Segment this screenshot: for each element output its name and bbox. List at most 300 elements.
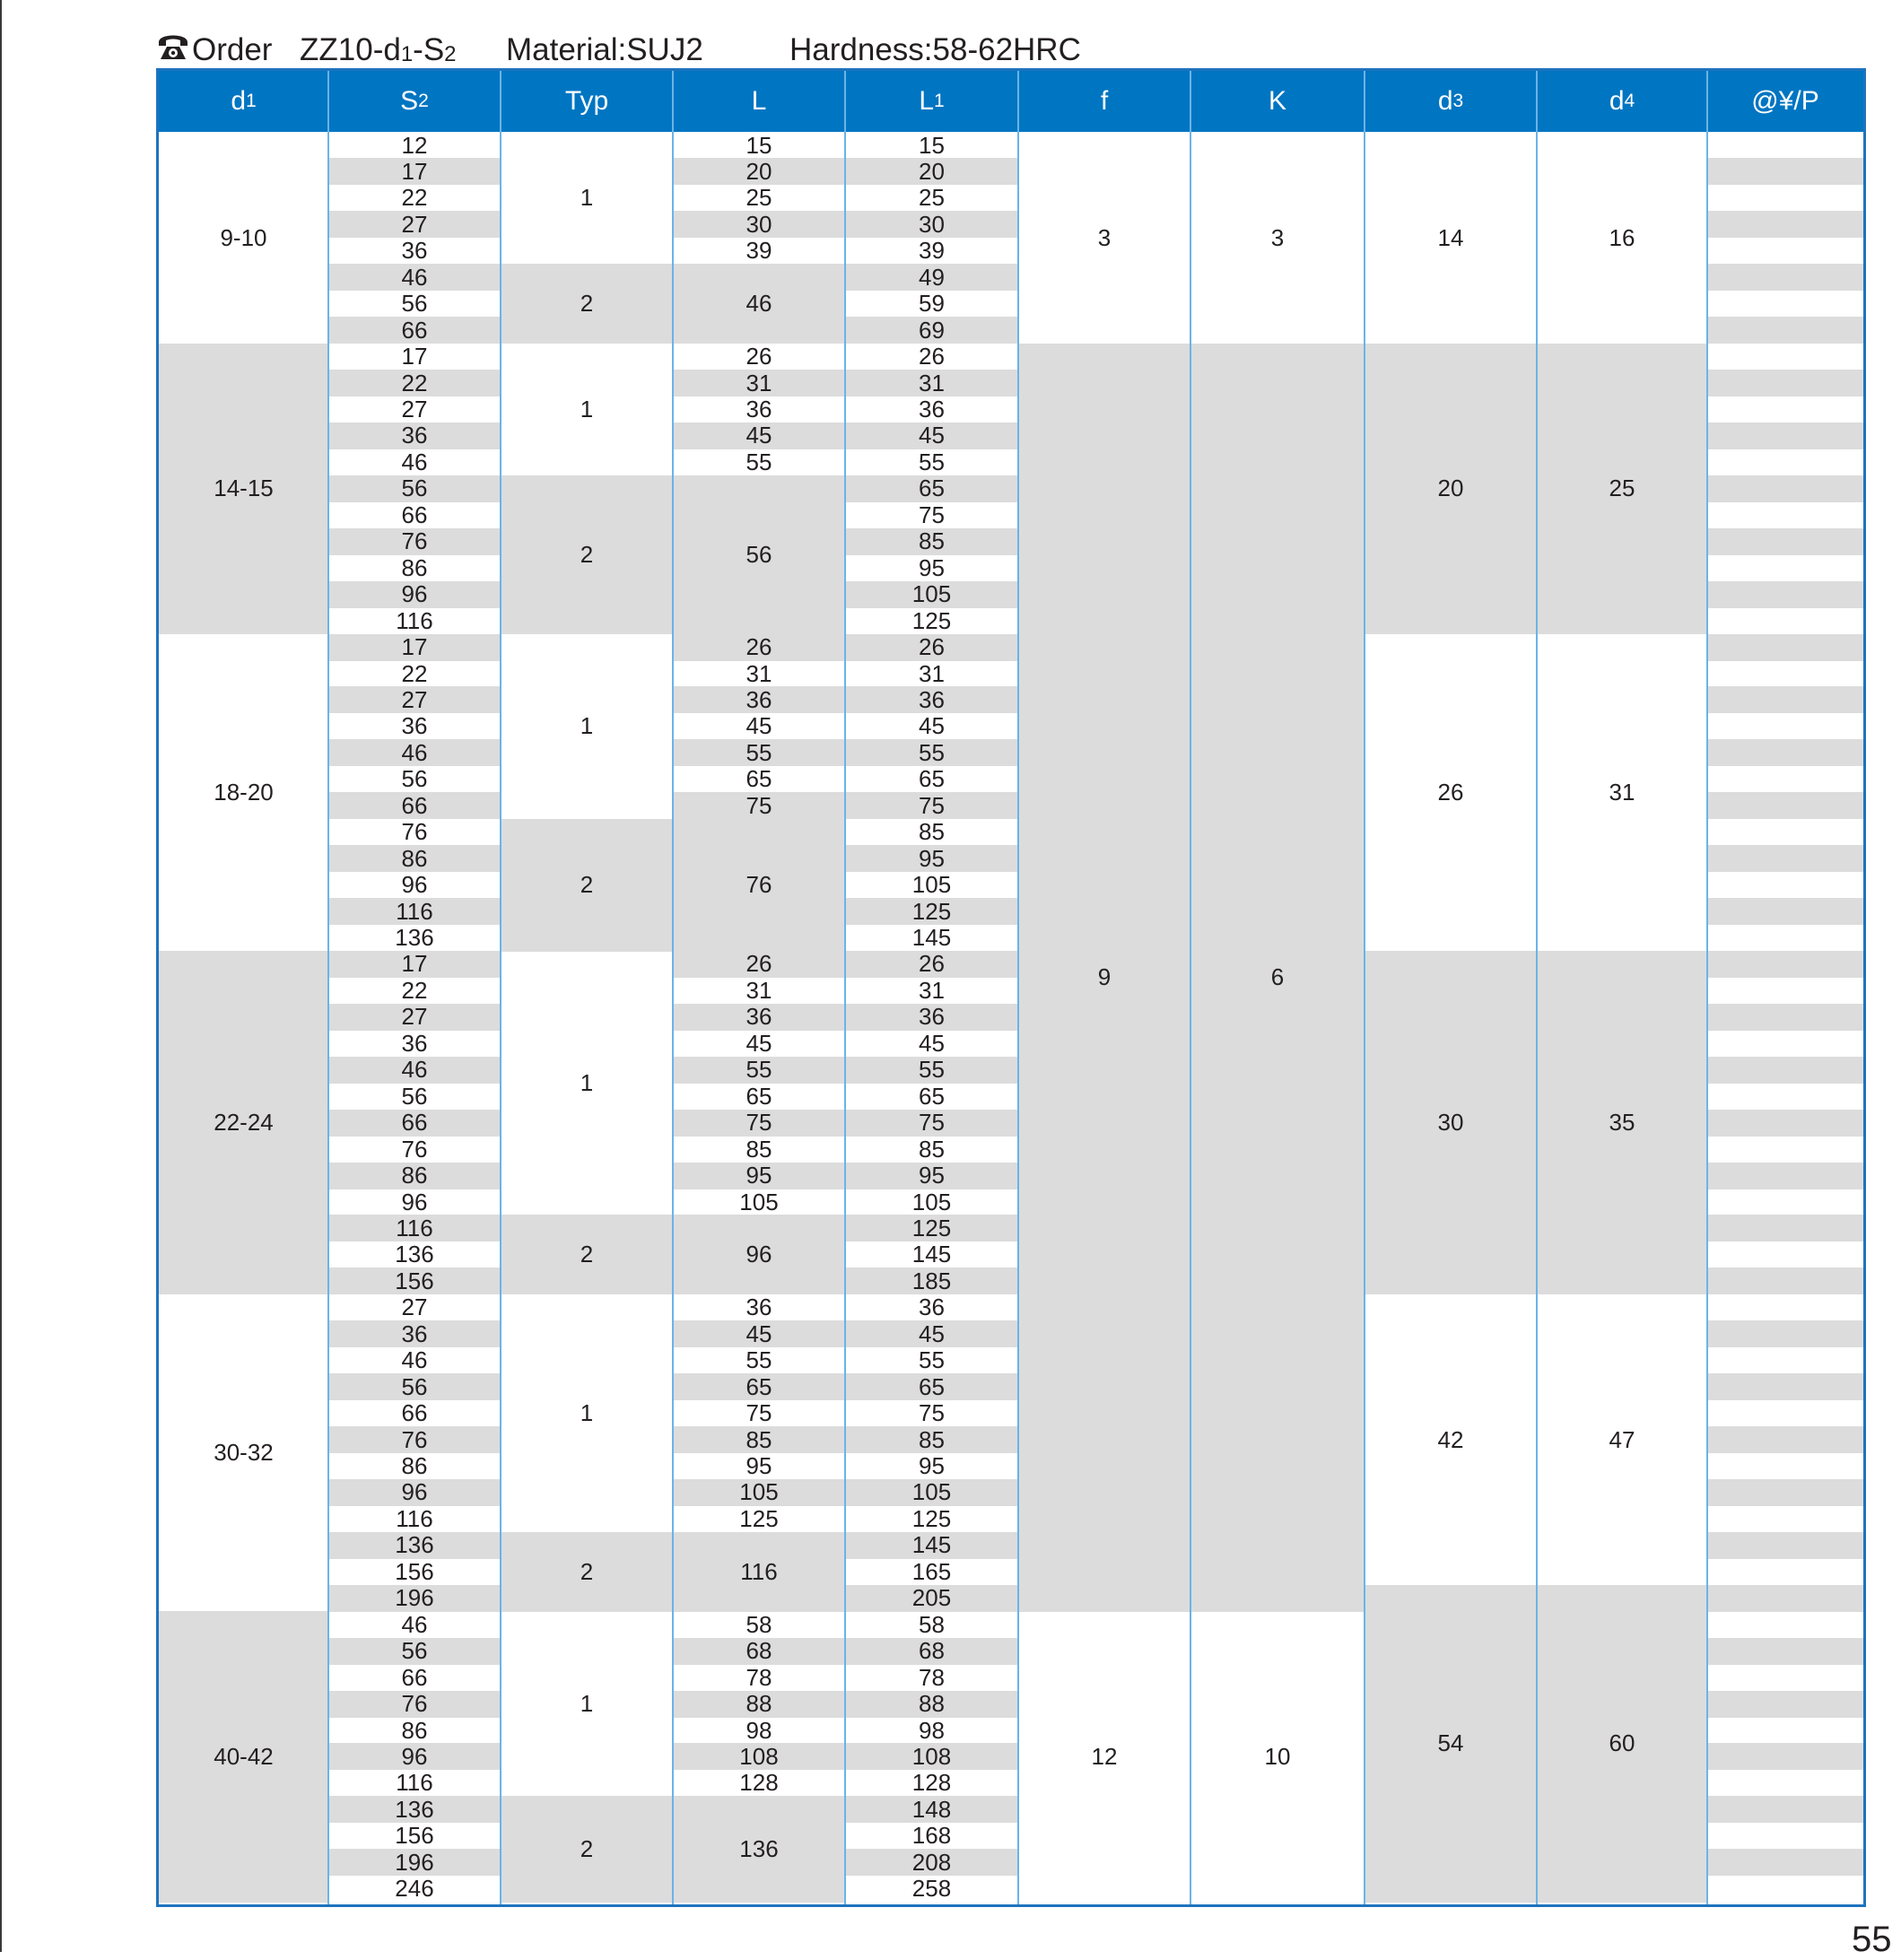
typ-cell: 1 (580, 184, 594, 212)
d4-cell: 47 (1609, 1425, 1635, 1453)
l-cell: 36 (746, 396, 772, 423)
l1-cell: 65 (919, 1082, 945, 1110)
s2-cell: 27 (401, 1294, 428, 1321)
l1-cell: 75 (845, 1110, 1018, 1137)
price-cell (1707, 1532, 1863, 1559)
l1-cell: 45 (845, 1320, 1018, 1347)
price-cell (1707, 1611, 1863, 1638)
f-cell: 12 (1091, 1742, 1118, 1770)
l-cell: 105 (673, 1479, 845, 1506)
price-cell (1707, 238, 1863, 265)
l-cell: 26 (673, 634, 845, 661)
price-cell (1707, 792, 1863, 819)
l-cell: 46 (673, 264, 845, 344)
s2-cell: 56 (401, 290, 428, 318)
price-cell (1707, 1426, 1863, 1453)
price-cell (1707, 607, 1863, 634)
l1-cell: 108 (845, 1743, 1018, 1770)
l1-cell: 85 (919, 818, 945, 846)
price-cell (1707, 1558, 1863, 1585)
s2-cell: 56 (401, 1082, 428, 1110)
s2-cell: 116 (328, 898, 501, 925)
typ-cell: 2 (501, 1215, 673, 1294)
l1-cell: 55 (919, 1346, 945, 1374)
l1-cell: 125 (911, 606, 952, 634)
price-cell (1707, 185, 1863, 212)
s2-cell: 27 (328, 211, 501, 238)
s2-cell: 36 (328, 422, 501, 449)
l1-cell: 205 (845, 1585, 1018, 1612)
price-cell (1707, 1189, 1863, 1215)
price-cell (1707, 158, 1863, 185)
l1-cell: 68 (845, 1638, 1018, 1665)
l-cell: 36 (746, 1294, 772, 1321)
l1-cell: 105 (845, 581, 1018, 608)
s2-cell: 36 (401, 237, 428, 265)
l1-cell: 36 (919, 396, 945, 423)
l1-cell: 36 (845, 686, 1018, 713)
s2-cell: 36 (401, 1029, 428, 1057)
price-cell (1707, 766, 1863, 793)
l1-cell: 125 (911, 1504, 952, 1532)
specification-table (156, 68, 1866, 1907)
price-cell (1707, 475, 1863, 502)
price-cell (1707, 396, 1863, 423)
typ-cell: 1 (580, 712, 594, 740)
s2-cell: 46 (328, 1057, 501, 1084)
s2-cell: 136 (395, 924, 434, 952)
l-cell: 125 (739, 1504, 779, 1532)
l1-cell: 39 (919, 237, 945, 265)
price-cell (1707, 528, 1863, 555)
typ-cell: 1 (580, 1690, 594, 1718)
l-cell: 45 (746, 712, 772, 740)
l-cell: 88 (673, 1691, 845, 1718)
price-cell (1707, 1030, 1863, 1057)
d3-cell: 26 (1437, 779, 1464, 806)
price-cell (1707, 1241, 1863, 1268)
price-cell (1707, 449, 1863, 475)
s2-cell: 66 (401, 1399, 428, 1427)
s2-cell: 17 (328, 634, 501, 661)
l1-cell: 128 (911, 1769, 952, 1797)
l-cell: 31 (673, 370, 845, 396)
s2-cell: 56 (328, 1373, 501, 1400)
hardness-spec: Hardness:58-62HRC (789, 32, 1081, 67)
s2-cell: 156 (395, 1822, 434, 1850)
l1-cell: 65 (845, 1373, 1018, 1400)
s2-cell: 12 (401, 131, 428, 159)
price-cell (1707, 344, 1863, 370)
s2-cell: 46 (401, 1346, 428, 1374)
l1-cell: 45 (919, 712, 945, 740)
l-cell: 26 (746, 343, 772, 370)
l1-cell: 26 (845, 634, 1018, 661)
l1-cell: 145 (911, 1241, 952, 1268)
s2-cell: 46 (328, 264, 501, 291)
l-cell: 85 (673, 1426, 845, 1453)
l-cell: 65 (746, 1082, 772, 1110)
price-cell (1707, 1083, 1863, 1110)
l-cell: 65 (673, 1373, 845, 1400)
header-price: @¥/P (1707, 71, 1863, 132)
column-divider (844, 71, 846, 1907)
s2-cell: 27 (401, 396, 428, 423)
s2-cell: 96 (401, 871, 428, 899)
l1-cell: 75 (919, 501, 945, 528)
f-cell: 3 (1097, 223, 1112, 251)
price-cell (1707, 872, 1863, 899)
l1-cell: 98 (919, 1716, 945, 1744)
price-cell (1707, 1505, 1863, 1532)
l-cell: 26 (673, 951, 845, 978)
s2-cell: 86 (401, 553, 428, 581)
d4-cell: 31 (1609, 779, 1635, 806)
s2-cell: 196 (328, 1849, 501, 1876)
l-cell: 36 (673, 686, 845, 713)
price-cell (1707, 132, 1863, 159)
d4-cell: 60 (1537, 1585, 1707, 1903)
s2-cell: 66 (401, 1663, 428, 1691)
l-cell: 68 (673, 1638, 845, 1665)
l1-cell: 95 (919, 1452, 945, 1480)
header-d4: d 4 (1537, 71, 1707, 132)
l1-cell: 45 (919, 1029, 945, 1057)
price-cell (1707, 845, 1863, 872)
l-cell: 58 (746, 1610, 772, 1638)
column-divider (1190, 71, 1191, 1907)
price-cell (1707, 1743, 1863, 1770)
price-cell (1707, 1004, 1863, 1031)
l1-cell: 125 (845, 1215, 1018, 1241)
s2-cell: 96 (401, 1188, 428, 1215)
s2-cell: 22 (401, 976, 428, 1004)
s2-cell: 76 (328, 528, 501, 555)
price-cell (1707, 1717, 1863, 1744)
price-cell (1707, 1215, 1863, 1241)
price-cell (1707, 951, 1863, 978)
l1-cell: 65 (845, 475, 1018, 502)
l-cell: 96 (673, 1215, 845, 1294)
price-cell (1707, 1585, 1863, 1612)
l1-cell: 168 (911, 1822, 952, 1850)
s2-cell: 56 (328, 1638, 501, 1665)
order-label: Order (192, 32, 273, 67)
s2-cell: 56 (328, 475, 501, 502)
page-number: 55 (1852, 1920, 1892, 1959)
s2-cell: 96 (328, 581, 501, 608)
l1-cell: 31 (845, 370, 1018, 396)
l-cell: 20 (673, 158, 845, 185)
l1-cell: 25 (919, 184, 945, 212)
price-cell (1707, 211, 1863, 238)
l-cell: 95 (673, 1163, 845, 1189)
price-cell (1707, 1267, 1863, 1294)
s2-cell: 76 (328, 1426, 501, 1453)
l1-cell: 55 (845, 1057, 1018, 1084)
l1-cell: 145 (845, 1532, 1018, 1559)
price-cell (1707, 1691, 1863, 1718)
s2-cell: 66 (401, 501, 428, 528)
s2-cell: 156 (328, 1267, 501, 1294)
price-cell (1707, 1294, 1863, 1321)
l-cell: 55 (673, 1057, 845, 1084)
s2-cell: 56 (401, 765, 428, 793)
header-s2: S 2 (328, 71, 501, 132)
price-cell (1707, 1136, 1863, 1163)
l1-cell: 36 (919, 1294, 945, 1321)
l-cell: 55 (673, 739, 845, 766)
l-cell: 55 (746, 448, 772, 475)
typ-cell: 1 (580, 1068, 594, 1096)
l-cell: 45 (673, 422, 845, 449)
l-cell: 128 (739, 1769, 779, 1797)
header-k: K (1190, 71, 1365, 132)
l1-cell: 26 (919, 343, 945, 370)
l1-cell: 125 (845, 898, 1018, 925)
s2-cell: 17 (328, 951, 501, 978)
header-typ: Typ (501, 71, 673, 132)
typ-cell: 2 (501, 264, 673, 344)
l-cell: 76 (673, 819, 845, 952)
d1-cell: 30-32 (214, 1439, 274, 1467)
s2-cell: 22 (401, 659, 428, 687)
l-cell: 75 (673, 1110, 845, 1137)
s2-cell: 246 (395, 1875, 434, 1903)
d1-cell: 9-10 (220, 223, 267, 251)
l-cell: 30 (673, 211, 845, 238)
typ-cell: 2 (501, 1796, 673, 1902)
l1-cell: 49 (845, 264, 1018, 291)
l-cell: 105 (739, 1188, 779, 1215)
l1-cell: 31 (919, 659, 945, 687)
l-cell: 45 (746, 1029, 772, 1057)
order-code: $ZZ10-d_1-S_2$ (300, 32, 457, 67)
price-cell (1707, 686, 1863, 713)
column-divider (672, 71, 674, 1907)
price-cell (1707, 1320, 1863, 1347)
d3-cell: 20 (1365, 344, 1537, 635)
s2-cell: 66 (328, 317, 501, 344)
left-page-rule (0, 0, 2, 1952)
column-divider (1364, 71, 1365, 1907)
l1-cell: 148 (845, 1796, 1018, 1823)
l1-cell: 185 (845, 1267, 1018, 1294)
l1-cell: 85 (919, 1135, 945, 1163)
s2-cell: 96 (328, 1479, 501, 1506)
price-cell (1707, 634, 1863, 661)
d4-cell: 25 (1537, 344, 1707, 635)
s2-cell: 27 (328, 1004, 501, 1031)
price-cell (1707, 1373, 1863, 1400)
s2-cell: 22 (401, 184, 428, 212)
s2-cell: 17 (401, 343, 428, 370)
l-cell: 108 (673, 1743, 845, 1770)
price-cell (1707, 660, 1863, 687)
s2-cell: 22 (328, 370, 501, 396)
s2-cell: 86 (328, 845, 501, 872)
price-cell (1707, 1347, 1863, 1374)
l1-cell: 69 (845, 317, 1018, 344)
l-cell: 45 (673, 1320, 845, 1347)
d3-cell: 14 (1437, 223, 1464, 251)
price-cell (1707, 291, 1863, 318)
l1-cell: 75 (919, 1399, 945, 1427)
l1-cell: 55 (919, 448, 945, 475)
typ-cell: 1 (580, 1399, 594, 1427)
l1-cell: 88 (845, 1691, 1018, 1718)
price-cell (1707, 713, 1863, 740)
d3-cell: 30 (1365, 951, 1537, 1294)
price-cell (1707, 925, 1863, 952)
f-cell: 9 (1018, 344, 1190, 1612)
typ-cell: 2 (501, 1532, 673, 1612)
phone-icon (156, 29, 190, 63)
l1-cell: 85 (845, 1426, 1018, 1453)
d4-cell: 35 (1537, 951, 1707, 1294)
s2-cell: 136 (328, 1796, 501, 1823)
l-cell: 31 (746, 976, 772, 1004)
s2-cell: 46 (401, 1610, 428, 1638)
price-cell (1707, 554, 1863, 581)
s2-cell: 36 (328, 1320, 501, 1347)
price-cell (1707, 264, 1863, 291)
header-l: L (673, 71, 845, 132)
l1-cell: 36 (845, 1004, 1018, 1031)
price-cell (1707, 819, 1863, 846)
l1-cell: 145 (911, 924, 952, 952)
l1-cell: 26 (845, 951, 1018, 978)
l1-cell: 85 (845, 528, 1018, 555)
column-divider (327, 71, 329, 1907)
s2-cell: 46 (401, 448, 428, 475)
d1-cell: 14-15 (159, 344, 328, 635)
l1-cell: 45 (845, 422, 1018, 449)
typ-cell: 1 (580, 396, 594, 423)
typ-cell: 2 (501, 819, 673, 952)
l-cell: 116 (673, 1532, 845, 1612)
k-cell: 3 (1270, 223, 1285, 251)
s2-cell: 116 (328, 1215, 501, 1241)
column-divider (1017, 71, 1019, 1907)
l1-cell: 65 (919, 765, 945, 793)
price-cell (1707, 898, 1863, 925)
column-divider (500, 71, 501, 1907)
column-divider (1536, 71, 1538, 1907)
header-l1: L 1 (845, 71, 1018, 132)
price-cell (1707, 422, 1863, 449)
price-cell (1707, 1664, 1863, 1691)
s2-cell: 66 (328, 1110, 501, 1137)
l1-cell: 20 (845, 158, 1018, 185)
l-cell: 25 (746, 184, 772, 212)
header-d3: d 3 (1365, 71, 1537, 132)
l-cell: 95 (746, 1452, 772, 1480)
l-cell: 98 (746, 1716, 772, 1744)
price-cell (1707, 1796, 1863, 1823)
price-cell (1707, 739, 1863, 766)
l1-cell: 78 (919, 1663, 945, 1691)
price-cell (1707, 317, 1863, 344)
price-cell (1707, 1453, 1863, 1480)
s2-cell: 136 (395, 1241, 434, 1268)
s2-cell: 36 (401, 712, 428, 740)
s2-cell: 27 (328, 686, 501, 713)
header-f: f (1018, 71, 1190, 132)
s2-cell: 116 (396, 1504, 433, 1532)
price-cell (1707, 1400, 1863, 1427)
l-cell: 36 (673, 1004, 845, 1031)
typ-cell: 2 (501, 475, 673, 634)
l-cell: 65 (746, 765, 772, 793)
l1-cell: 258 (911, 1875, 952, 1903)
l-cell: 136 (673, 1796, 845, 1902)
l1-cell: 95 (845, 1163, 1018, 1189)
price-cell (1707, 1876, 1863, 1903)
l-cell: 85 (746, 1135, 772, 1163)
l1-cell: 58 (919, 1610, 945, 1638)
l1-cell: 105 (845, 1479, 1018, 1506)
d3-cell: 54 (1365, 1585, 1537, 1903)
d1-cell: 22-24 (159, 951, 328, 1294)
l1-cell: 208 (845, 1849, 1018, 1876)
l-cell: 55 (746, 1346, 772, 1374)
s2-cell: 96 (328, 1743, 501, 1770)
column-divider (1706, 71, 1708, 1907)
d4-cell: 16 (1609, 223, 1635, 251)
l1-cell: 59 (919, 290, 945, 318)
s2-cell: 136 (328, 1532, 501, 1559)
s2-cell: 116 (396, 606, 433, 634)
price-cell (1707, 370, 1863, 396)
l-cell: 78 (746, 1663, 772, 1691)
l1-cell: 15 (919, 131, 945, 159)
l-cell: 15 (746, 131, 772, 159)
l-cell: 75 (746, 1399, 772, 1427)
l1-cell: 75 (845, 792, 1018, 819)
s2-cell: 86 (401, 1452, 428, 1480)
s2-cell: 76 (328, 1691, 501, 1718)
k-cell: 6 (1190, 344, 1365, 1612)
price-cell (1707, 1163, 1863, 1189)
price-cell (1707, 1823, 1863, 1850)
s2-cell: 66 (328, 792, 501, 819)
price-cell (1707, 1110, 1863, 1137)
l-cell: 31 (746, 659, 772, 687)
s2-cell: 156 (395, 1557, 434, 1585)
s2-cell: 116 (396, 1769, 433, 1797)
d1-cell: 18-20 (214, 779, 274, 806)
price-cell (1707, 581, 1863, 608)
price-cell (1707, 1479, 1863, 1506)
price-cell (1707, 1770, 1863, 1797)
d1-cell: 40-42 (159, 1611, 328, 1903)
price-cell (1707, 1638, 1863, 1665)
price-cell (1707, 1849, 1863, 1876)
l1-cell: 165 (911, 1557, 952, 1585)
price-cell (1707, 501, 1863, 528)
s2-cell: 46 (328, 739, 501, 766)
s2-cell: 86 (401, 1716, 428, 1744)
d3-cell: 42 (1437, 1425, 1464, 1453)
s2-cell: 76 (401, 818, 428, 846)
l1-cell: 105 (911, 1188, 952, 1215)
price-cell (1707, 977, 1863, 1004)
l1-cell: 95 (845, 845, 1018, 872)
k-cell: 10 (1264, 1742, 1291, 1770)
material-spec: Material:SUJ2 (506, 32, 703, 67)
l1-cell: 30 (845, 211, 1018, 238)
